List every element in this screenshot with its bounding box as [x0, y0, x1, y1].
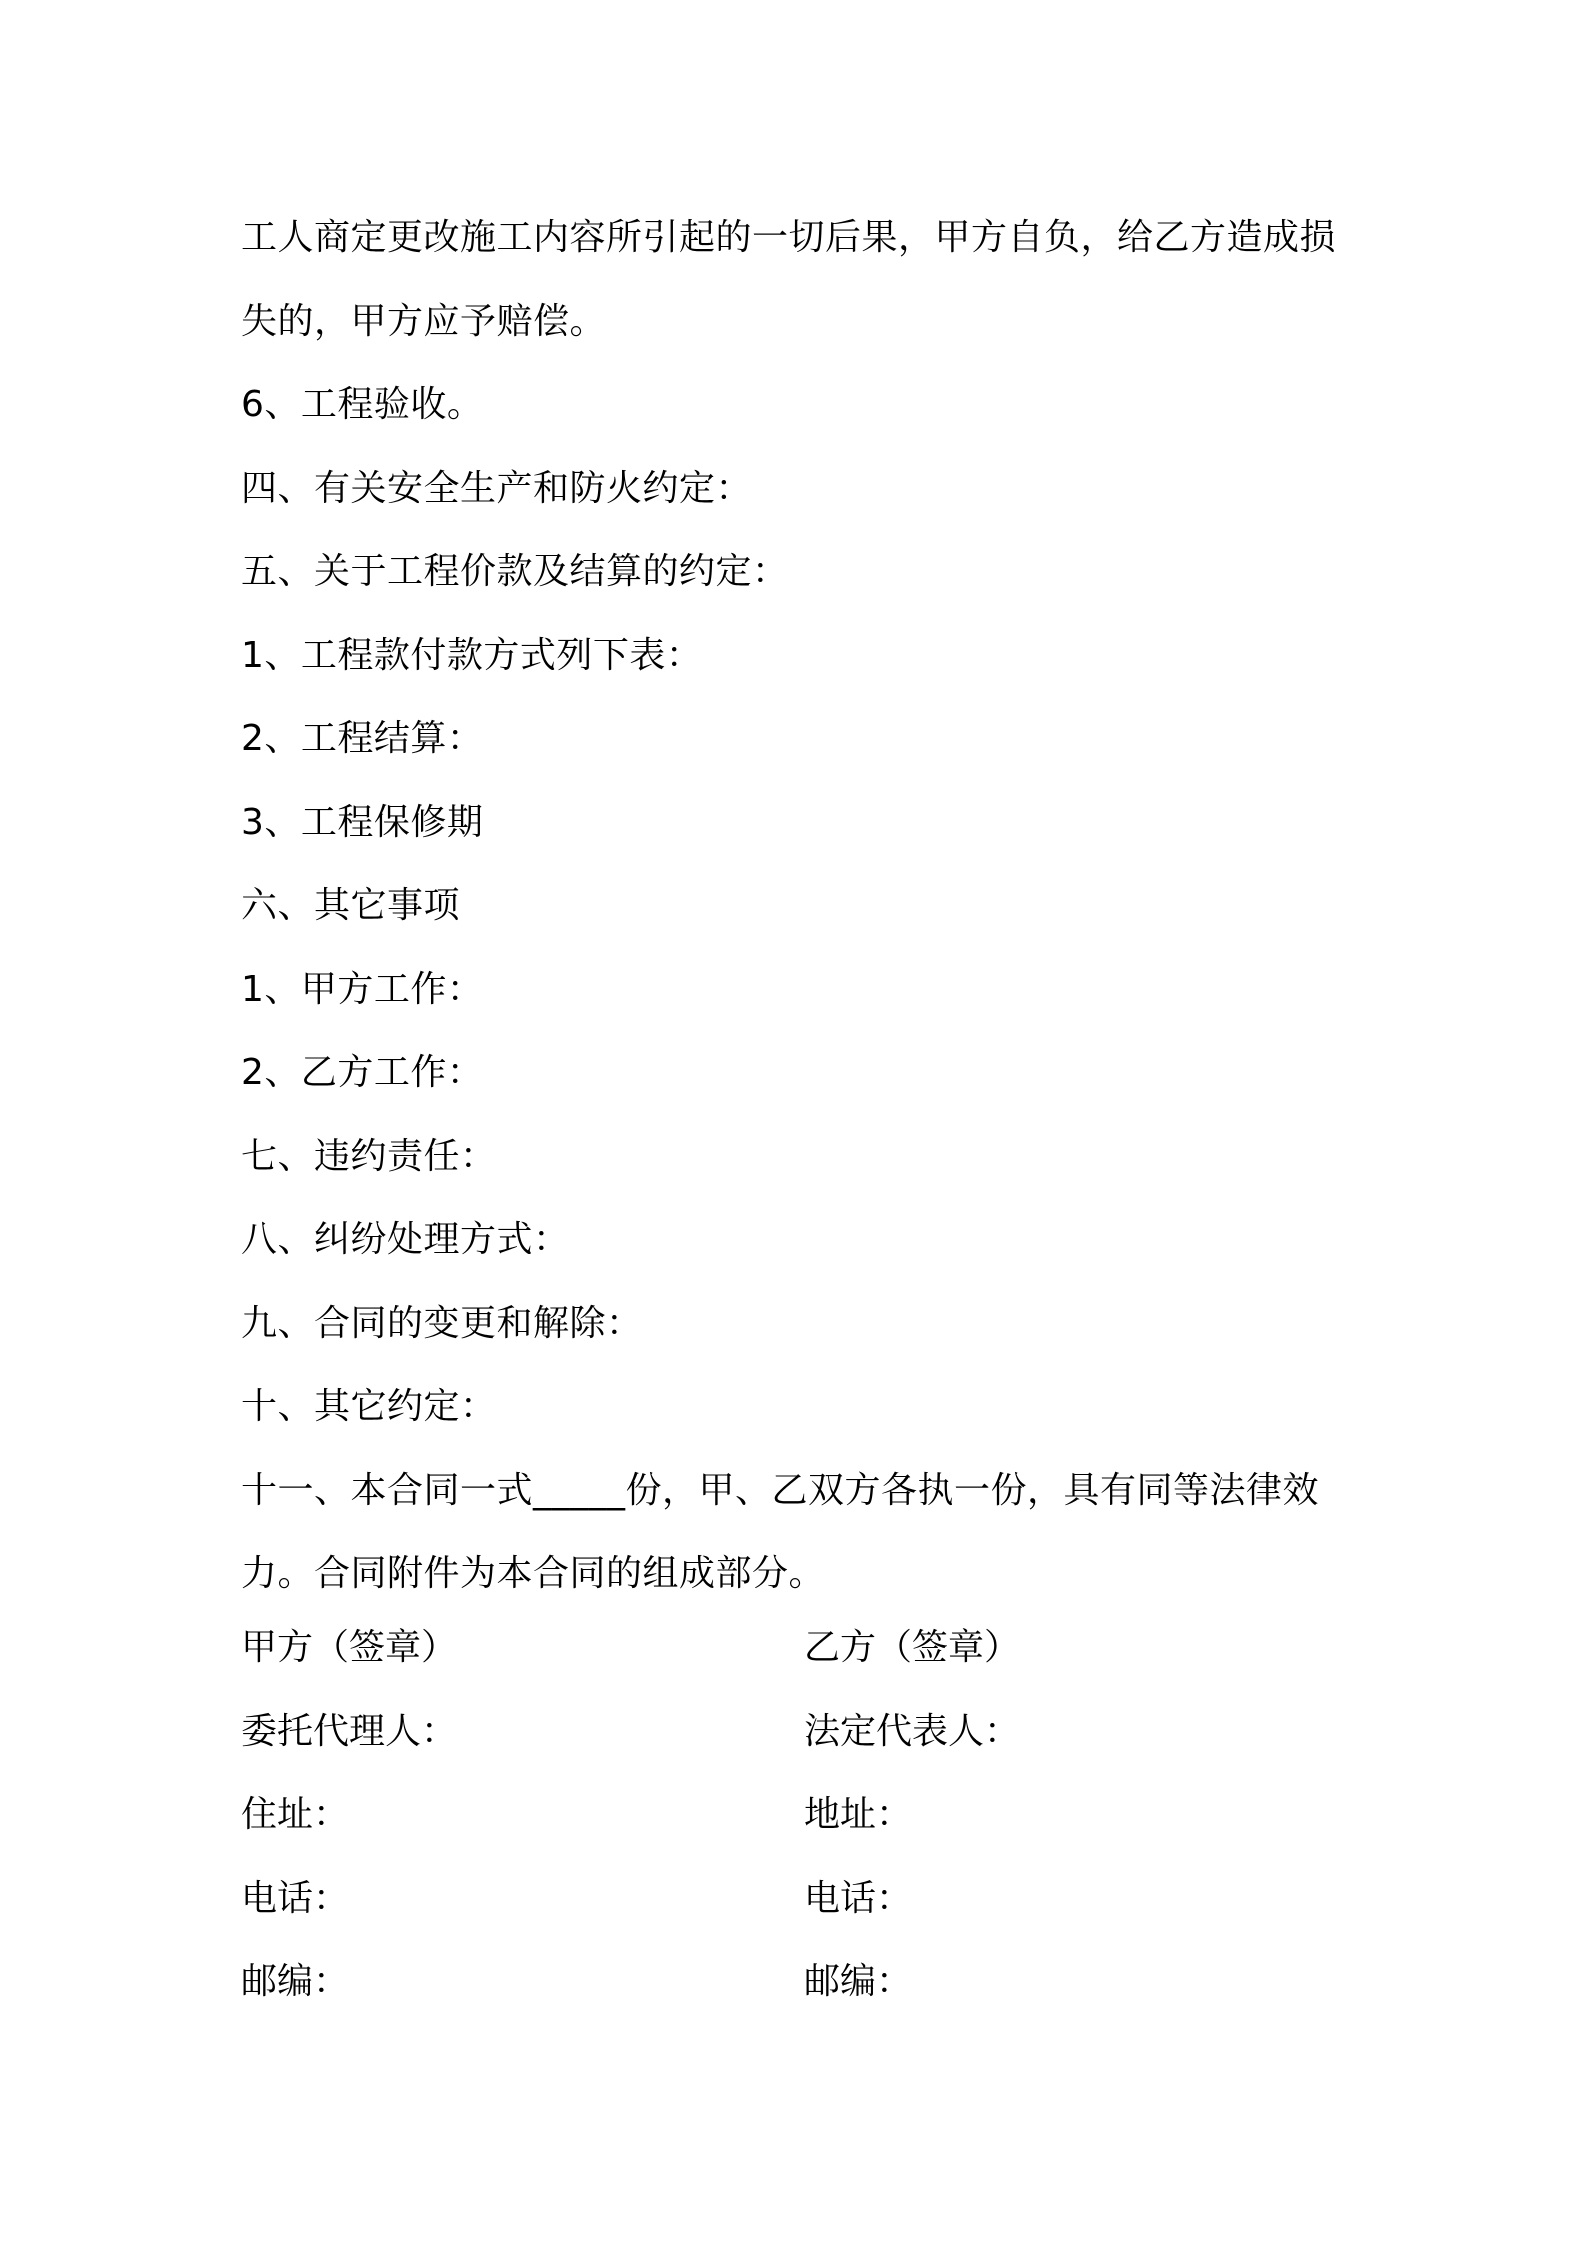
party-a-seal-label: 甲方（签章） — [241, 1627, 458, 1668]
section-heading: 十、其它约定： — [241, 1386, 497, 1427]
body-line: 力。合同附件为本合同的组成部分。 — [241, 1553, 826, 1594]
section-item: 2、乙方工作： — [241, 1052, 484, 1093]
signature-row — [241, 1940, 1351, 2024]
section-item: 3、工程保修期 — [241, 801, 484, 843]
signature-row — [241, 1773, 1351, 1857]
body-line: 失的，甲方应予赔偿。 — [241, 300, 607, 342]
signature-row — [241, 1606, 1351, 1690]
party-b-phone-label: 电话： — [804, 1877, 913, 1919]
party-b-representative-label: 法定代表人： — [804, 1710, 1021, 1752]
section-item: 1、甲方工作： — [241, 968, 484, 1010]
party-b-seal-label: 乙方（签章） — [804, 1627, 1021, 1668]
signature-row — [241, 1690, 1351, 1774]
section-heading: 六、其它事项 — [241, 885, 461, 926]
party-a-residence-label: 住址： — [241, 1794, 350, 1835]
party-a-agent-label: 委托代理人： — [241, 1710, 458, 1752]
body-line: 工人商定更改施工内容所引起的一切后果，甲方自负，给乙方造成损 — [241, 217, 1337, 258]
party-b-postcode-label: 邮编： — [804, 1961, 913, 2002]
section-item: 1、工程款付款方式列下表： — [241, 634, 703, 676]
contract-body — [241, 196, 1351, 1616]
section-item: 6、工程验收。 — [241, 384, 484, 425]
section-heading: 四、有关安全生产和防火约定： — [241, 467, 753, 509]
party-b-address-label: 地址： — [804, 1794, 913, 1835]
signature-row — [241, 1857, 1351, 1941]
party-a-phone-label: 电话： — [241, 1877, 350, 1919]
section-heading: 九、合同的变更和解除： — [241, 1302, 643, 1344]
signature-block — [241, 1606, 1351, 2024]
section-heading: 八、纠纷处理方式： — [241, 1219, 570, 1260]
section-heading: 五、关于工程价款及结算的约定： — [241, 551, 789, 592]
section-heading: 十一、本合同一式_____份，甲、乙双方各执一份，具有同等法律效 — [241, 1469, 1320, 1511]
section-item: 2、工程结算： — [241, 718, 484, 759]
section-heading: 七、违约责任： — [241, 1135, 497, 1177]
party-a-postcode-label: 邮编： — [241, 1961, 350, 2002]
